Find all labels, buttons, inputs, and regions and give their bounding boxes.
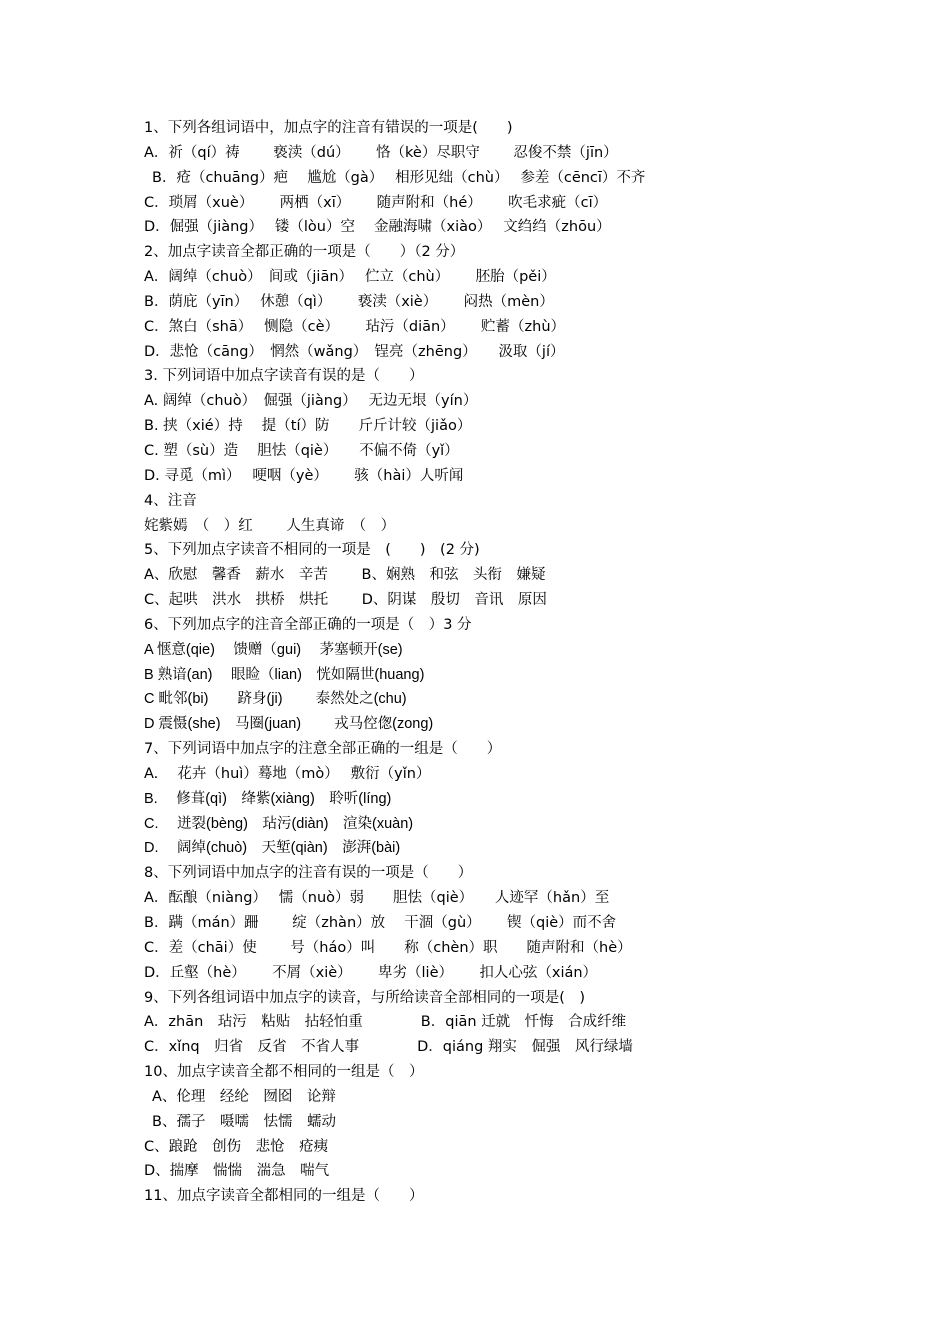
question-9-options-cd: C．xǐnq 归省 反省 不省人事 D．qiáng 翔实 倔强 风行绿墙 (144, 1039, 633, 1056)
question-6-option-b: B 熟谙(an) 眼睑（lian) 恍如隔世(huang) (144, 666, 425, 683)
question-5-options-ab: A、欣慰 馨香 薪水 辛苦 B、娴熟 和弦 头衔 嫌疑 (144, 567, 546, 584)
question-10-option-c: C、踉跄 创伤 悲怆 疮痍 (144, 1138, 329, 1155)
question-6-option-a: A 惬意(qie) 馈赠（gui) 茅塞顿开(se) (144, 641, 403, 658)
question-7-option-c: C. 迸裂(bèng) 玷污(diàn) 渲染(xuàn) (144, 815, 414, 832)
question-2-stem: 2、加点字读音全都正确的一项是（ ）（2 分） (144, 244, 465, 261)
question-3-stem: 3. 下列词语中加点字读音有误的是（ ） (144, 368, 424, 385)
question-7-option-d: D. 阔绰(chuò) 天堑(qiàn) 澎湃(bài) (144, 840, 401, 857)
question-1-option-d: D．倔强（jiàng） 镂（lòu）空 金融海啸（xiào） 文绉绉（zhōu） (144, 219, 611, 236)
question-2-option-a: A．阔绰（chuò） 间或（jiān） 伫立（chù） 胚胎（pěi） (144, 269, 556, 286)
question-11-stem: 11、加点字读音全都相同的一组是（ ） (144, 1188, 424, 1205)
question-5-options-cd: C、起哄 洪水 拱桥 烘托 D、阴谋 殷切 音讯 原因 (144, 592, 547, 609)
question-7-option-a: A. 花卉（huì）蓦地（mò） 敷衍（yǐn） (144, 765, 431, 782)
question-8-option-a: A．酝酿（niàng） 懦（nuò）弱 胆怯（qiè） 人迹罕（hǎn）至 (144, 890, 610, 907)
question-10-option-a: A、伦理 经纶 囫囵 论辩 (152, 1088, 336, 1105)
question-8-option-d: D．丘壑（hè） 不屑（xiè） 卑劣（liè） 扣人心弦（xián） (144, 964, 598, 981)
question-3-option-d: D. 寻觅（mì） 哽咽（yè） 骇（hài）人听闻 (144, 467, 464, 484)
question-10-stem: 10、加点字读音全都不相同的一组是（ ） (144, 1064, 424, 1081)
question-6-stem: 6、下列加点字的注音全部正确的一项是（ ）3 分 (144, 616, 472, 633)
question-7-option-b: B. 修葺(qì) 绛紫(xiàng) 聆听(líng) (144, 790, 392, 807)
question-1-option-c: C．琐屑（xuè） 两栖（xī） 随声附和（hé） 吹毛求疵（cī） (144, 194, 608, 211)
question-10-option-d: D、揣摩 惴惴 湍急 喘气 (144, 1163, 330, 1180)
question-2-option-c: C．煞白（shā） 恻隐（cè） 玷污（diān） 贮蓄（zhù） (144, 318, 566, 335)
exam-document (144, 116, 904, 1209)
question-5-stem: 5、下列加点字读音不相同的一项是 ( ) (2 分) (144, 542, 480, 559)
question-2-option-d: D．悲怆（cāng） 惘然（wǎng） 锃亮（zhēng） 汲取（jí） (144, 343, 565, 360)
question-2-option-b: B．荫庇（yīn） 休憩（qì） 亵渎（xiè） 闷热（mèn） (144, 293, 554, 310)
question-9-stem: 9、下列各组词语中加点字的读音，与所给读音全部相同的一项是( ) (144, 989, 586, 1006)
question-4-stem: 4、注音 (144, 492, 197, 509)
question-7-stem: 7、下列词语中加点字的注意全部正确的一组是（ ） (144, 741, 502, 758)
question-1-stem: 1、下列各组词语中，加点字的注音有错误的一项是( ) (144, 120, 513, 136)
question-6-option-c: C 毗邻(bi) 跻身(ji) 泰然处之(chu) (144, 691, 407, 708)
question-6-option-d: D 震慑(she) 马圈(juan) 戎马倥偬(zong) (144, 716, 434, 733)
question-9-options-ab: A．zhān 玷污 粘贴 拈轻怕重 B．qiān 迁就 忏悔 合成纤维 (144, 1014, 627, 1031)
question-3-option-b: B. 挟（xié）持 提（tí）防 斤斤计较（jiǎo） (144, 418, 472, 435)
question-1-option-a: A．祈（qí）祷 亵渎（dú） 恪（kè）尽职守 忍俊不禁（jīn） (144, 144, 618, 161)
question-8-option-c: C．差（chāi）使 号（háo）叫 称（chèn）职 随声附和（hè） (144, 939, 632, 956)
question-3-option-c: C. 塑（sù）造 胆怯（qiè） 不偏不倚（yǐ） (144, 442, 459, 459)
question-8-option-b: B．蹒（mán）跚 绽（zhàn）放 干涸（gù） 锲（qiè）而不舍 (144, 915, 617, 931)
question-1-option-b: B．疮（chuāng）疤 尴尬（gà） 相形见绌（chù） 参差（cēncī）不齐 (152, 169, 646, 186)
question-10-option-b: B、孺子 嗫嚅 怯懦 蠕动 (152, 1113, 336, 1130)
question-3-option-a: A. 阔绰（chuò） 倔强（jiàng） 无边无垠（yín） (144, 393, 478, 410)
question-8-stem: 8、下列词语中加点字的注音有误的一项是（ ） (144, 865, 473, 882)
question-4-items: 姹紫嫣 （ ）红 人生真谛 （ ） (144, 517, 396, 534)
